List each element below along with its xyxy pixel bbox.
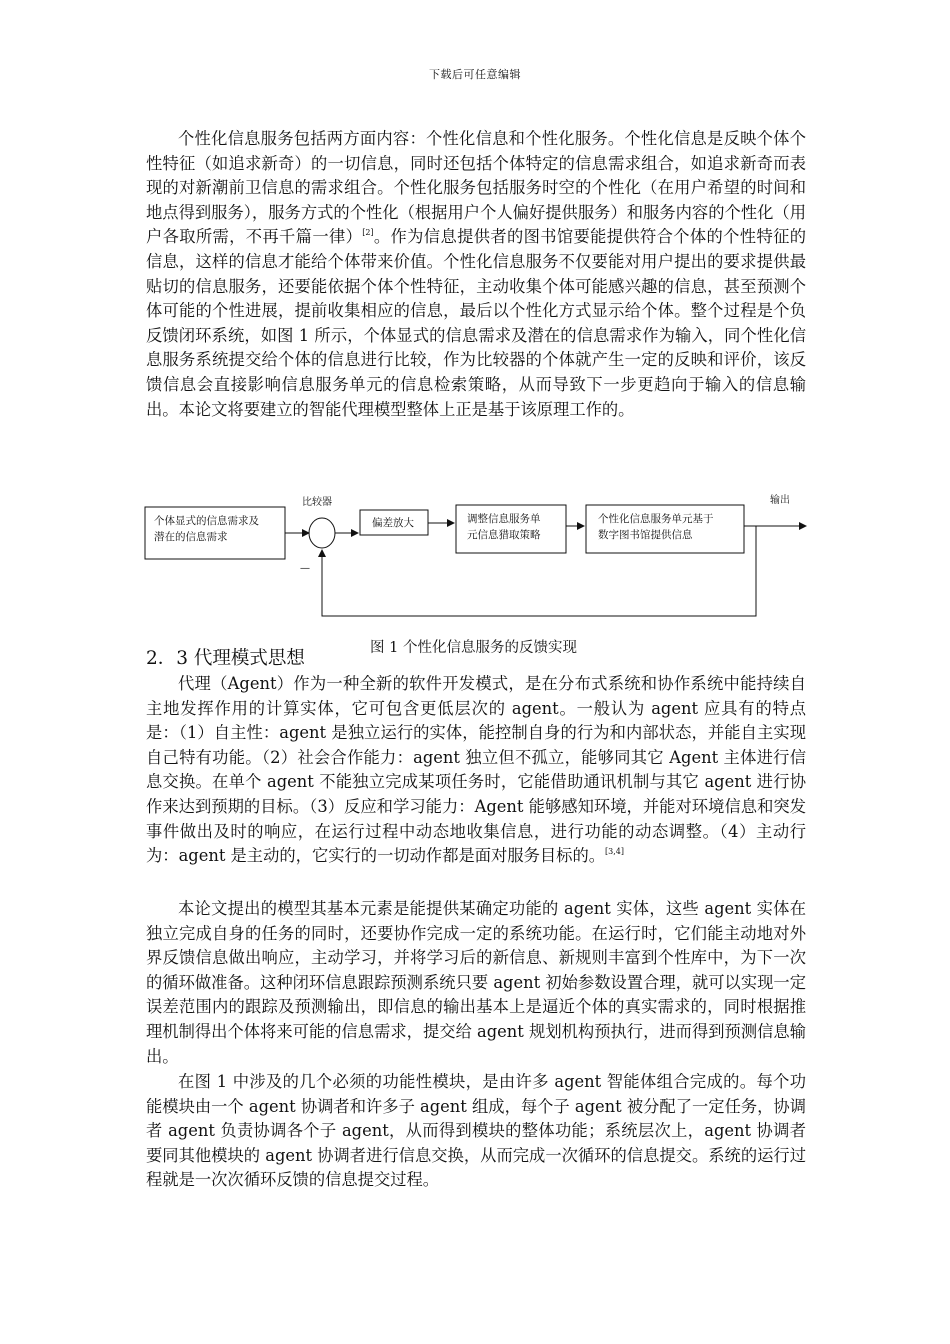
paragraph-functional-modules: 在图 1 中涉及的几个必须的功能性模块，是由许多 agent 智能体组合完成的。每个功能模块由一个 agent 协调者和许多子 agent 组成，每个子 agent 被分配了一定任务，协调者 agent 负责协调各个子 agent，从而得到模块的整体功能；系统层次上，agent 协调者要同其他模块的 agent 协调者进行信息交换，从而完成一次循环的信息提交。系统的运行过程就是一次次循环反馈的信息提交过程。 <box>146 1072 806 1190</box>
paragraph-text: 代理（Agent）作为一种全新的软件开发模式，是在分布式系统和协作系统中能持续自主地发挥作用的计算实体，它可包含更低层次的 agent。一般认为 agent 应具有的特点是：（1）自主性：agent 是独立运行的实体，能控制自身的行为和内部状态，并能自主实现自己特有功能。（2）社会合作能力：agent 独立但不孤立，能够同其它 Agent 主体进行信息交换。在单个 agent 不能独立完成某项任务时，它能借助通讯机制与其它 agent 进行协作来达到预期的目标。（3）反应和学习能力：Agent 能够感知环境，并能对环境信息和突发事件做出及时的响应，在运行过程中动态地收集信息，进行功能的动态调整。（4）主动行为：agent 是主动的，它实行的一切动作都是面对服务目标的。 <box>146 674 806 866</box>
comparator-circle <box>309 518 335 548</box>
figure-caption: 图 1 个性化信息服务的反馈实现 <box>370 640 577 656</box>
paragraph-text: 。作为信息提供者的图书馆要能提供符合个体的个性特征的信息，这样的信息才能给个体带来价值。个性化信息服务不仅要能对用户提出的要求提供最贴切的信息服务，还要能依据个体个性特征，主动收集个体可能感兴趣的信息，甚至预测个体可能的个性进展，提前收集相应的信息，最后以个性化方式显示给个体。整个过程是个负反馈闭环系统，如图 1 所示，个体显式的信息需求及潜在的信息需求作为输入，同个性化信息服务系统提交给个体的信息进行比较，作为比较器的个体就产生一定的反映和评价，该反馈信息会直接影响信息服务单元的信息检索策略，从而导致下一步更趋向于输入的信息输出。本论文将要建立的智能代理模型整体上正是基于该原理工作的。 <box>146 227 806 419</box>
output-label: 输出 <box>770 495 790 506</box>
feedback-diagram <box>0 488 950 638</box>
section-title: 2．3 代理模式思想 <box>146 648 305 669</box>
paragraph-personalized-service <box>146 127 806 422</box>
service-box-line1: 个性化信息服务单元基于 <box>598 513 714 525</box>
paragraph-text: 个性化信息服务包括两方面内容：个性化信息和个性化服务。个性化信息是反映个体个性特征（如追求新奇）的一切信息，同时还包括个体特定的信息需求组合，如追求新奇而表现的对新潮前卫信息的需求组合。个性化服务包括服务时空的个性化（在用户希望的时间和地点得到服务），服务方式的个性化（根据用户个人偏好提供服务）和服务内容的个性化（用户各取所需，不再千篇一律） <box>146 129 806 247</box>
page-header: 下载后可任意编辑 <box>429 68 521 81</box>
input-box-line1: 个体显式的信息需求及 <box>154 515 259 527</box>
amplifier-label: 偏差放大 <box>372 517 414 529</box>
comparator-label: 比较器 <box>302 497 332 508</box>
citation-ref: [2] <box>362 228 374 238</box>
strategy-box-line2: 元信息猎取策略 <box>467 529 541 541</box>
paragraph-model-elements: 本论文提出的模型其基本元素是能提供某确定功能的 agent 实体，这些 agent 实体在独立完成自身的任务的同时，还要协作完成一定的系统功能。在运行时，它们能主动地对外界反馈信息做出响应，主动学习，并将学习后的新信息、新规则丰富到个性库中，为下一次的循环做准备。这种闭环信息跟踪预测系统只要 agent 初始参数设置合理，就可以实现一定误差范围内的跟踪及预测输出，即信息的输出基本上是逼近个体的真实需求的，同时根据推理机制得出个体将来可能的信息需求，提交给 agent 规划机构预执行，进而得到预测信息输出。 <box>146 899 806 1066</box>
input-box-line2: 潜在的信息需求 <box>154 531 228 543</box>
strategy-box-line1: 调整信息服务单 <box>467 513 541 525</box>
minus-sign: — <box>300 563 310 574</box>
citation-ref: [3,4] <box>605 847 624 857</box>
service-box-line2: 数字图书馆提供信息 <box>598 529 693 541</box>
paragraph-agent-definition <box>146 672 806 869</box>
